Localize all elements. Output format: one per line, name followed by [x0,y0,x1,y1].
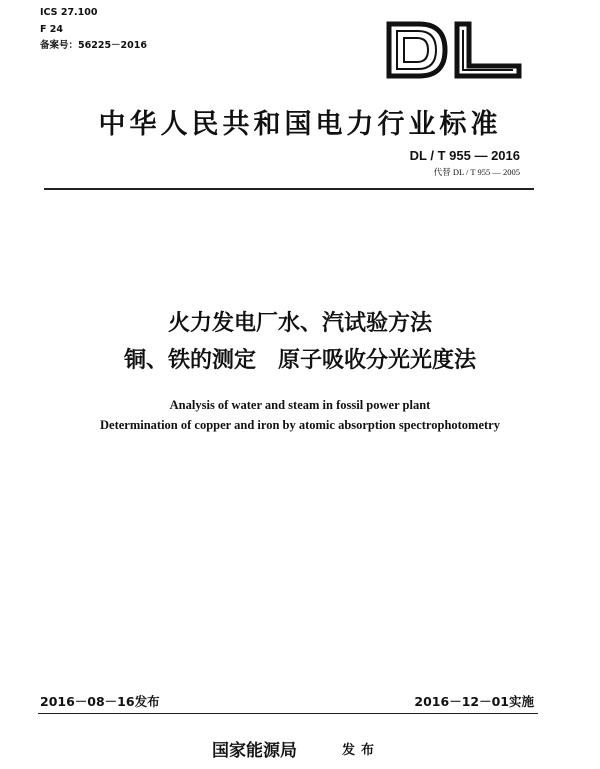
english-title-line-1: Analysis of water and steam in fossil power plant [169,398,431,412]
chinese-title-line-2: 铜、铁的测定 原子吸收分光光度法 [123,348,476,373]
dl-logo [385,20,525,80]
top-divider [44,188,534,190]
english-title-line-2: Determination of copper and iron by atomic absorption spectrophotometry [100,418,500,432]
replaces-note: 代替 DL / T 955 — 2005 [433,167,520,177]
implementation-date: 2016－12－01实施 [414,694,534,709]
bottom-divider [38,713,538,714]
issue-date: 2016－08－16发布 [40,694,160,709]
ics-code: ICS 27.100 [40,7,98,18]
standard-code: DL / T 955 — 2016 [409,148,520,163]
chinese-title-line-1: 火力发电厂水、汽试验方法 [167,311,432,336]
issuer-name: 国家能源局 [212,741,297,761]
organization-title: 中华人民共和国电力行业标准 [98,109,502,140]
classification-code: F 24 [40,24,64,35]
publish-label: 发布 [342,743,381,758]
record-number: 备案号：56225－2016 [40,40,147,51]
